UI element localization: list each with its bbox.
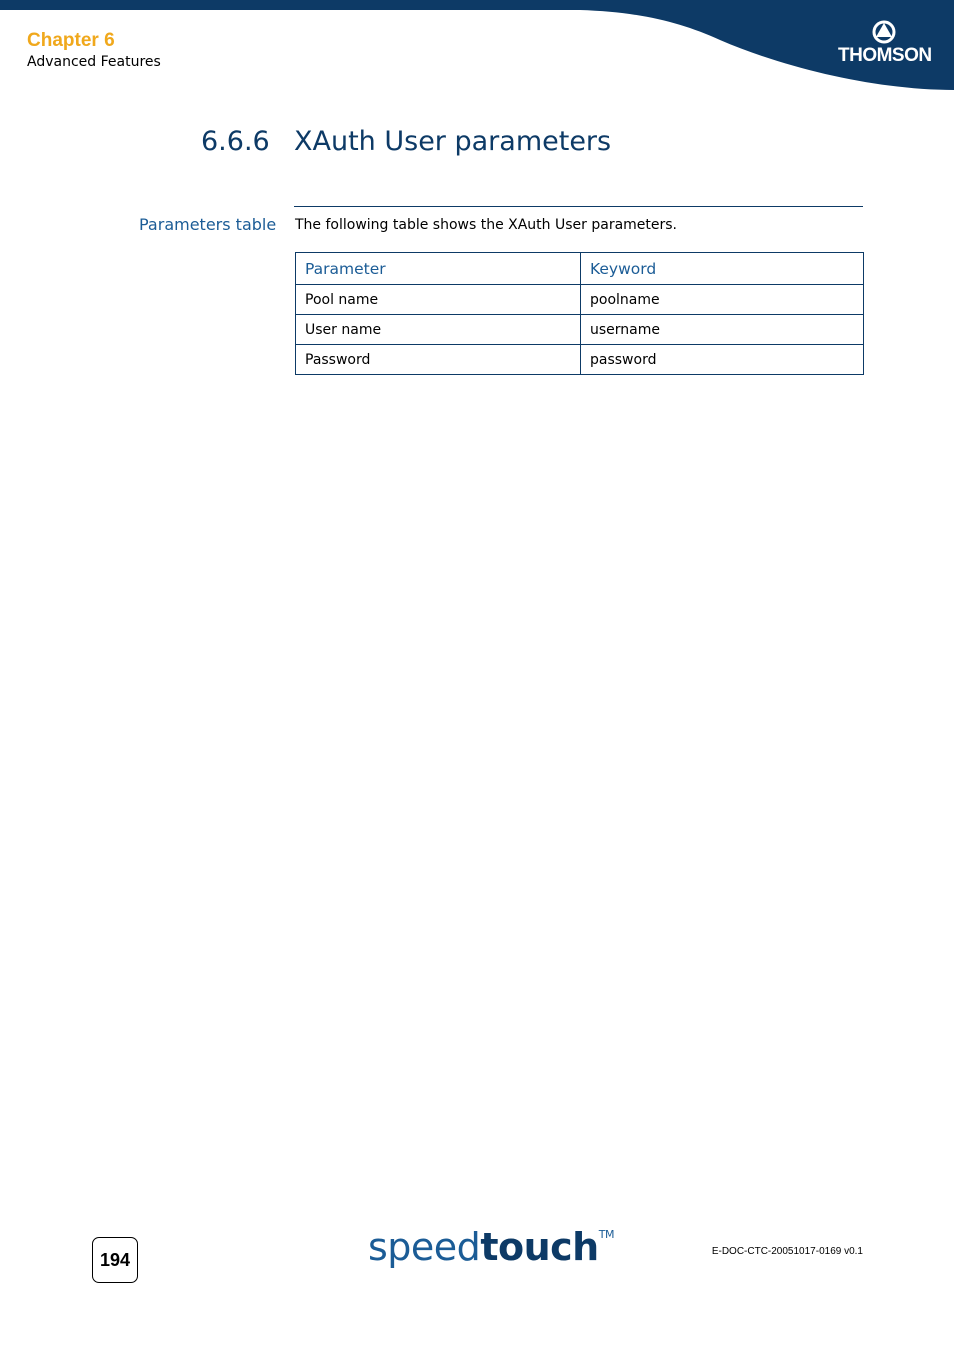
brand-bold: touch <box>480 1225 599 1269</box>
header-wave-banner <box>0 0 954 95</box>
brand-light: speed <box>368 1225 481 1269</box>
table-row <box>296 345 864 375</box>
column-header-parameter: Parameter <box>296 253 581 285</box>
table-cell: User name <box>296 315 581 345</box>
intro-text: The following table shows the XAuth User parameters. <box>295 217 678 233</box>
section-title <box>201 126 611 157</box>
thomson-logo-icon <box>871 20 897 44</box>
table-row <box>296 285 864 315</box>
chapter-label: Chapter 6 <box>27 30 115 51</box>
speedtouch-logo <box>368 1225 614 1269</box>
table-cell: Password <box>296 345 581 375</box>
table-row <box>296 315 864 345</box>
page-number: 194 <box>92 1237 138 1283</box>
table-cell: password <box>581 345 864 375</box>
thomson-logo-text: THOMSON <box>838 45 932 66</box>
chapter-subtitle: Advanced Features <box>27 54 161 70</box>
table-cell: Pool name <box>296 285 581 315</box>
column-header-keyword: Keyword <box>581 253 864 285</box>
table-header-row <box>296 253 864 285</box>
parameters-table <box>295 252 864 375</box>
section-rule <box>294 206 863 207</box>
side-label: Parameters table <box>139 215 277 234</box>
section-title-text: XAuth User parameters <box>294 126 612 157</box>
brand-trademark: TM <box>598 1228 614 1242</box>
table-cell: poolname <box>581 285 864 315</box>
table-cell: username <box>581 315 864 345</box>
document-id: E-DOC-CTC-20051017-0169 v0.1 <box>711 1246 863 1257</box>
section-number: 6.6.6 <box>201 126 270 157</box>
